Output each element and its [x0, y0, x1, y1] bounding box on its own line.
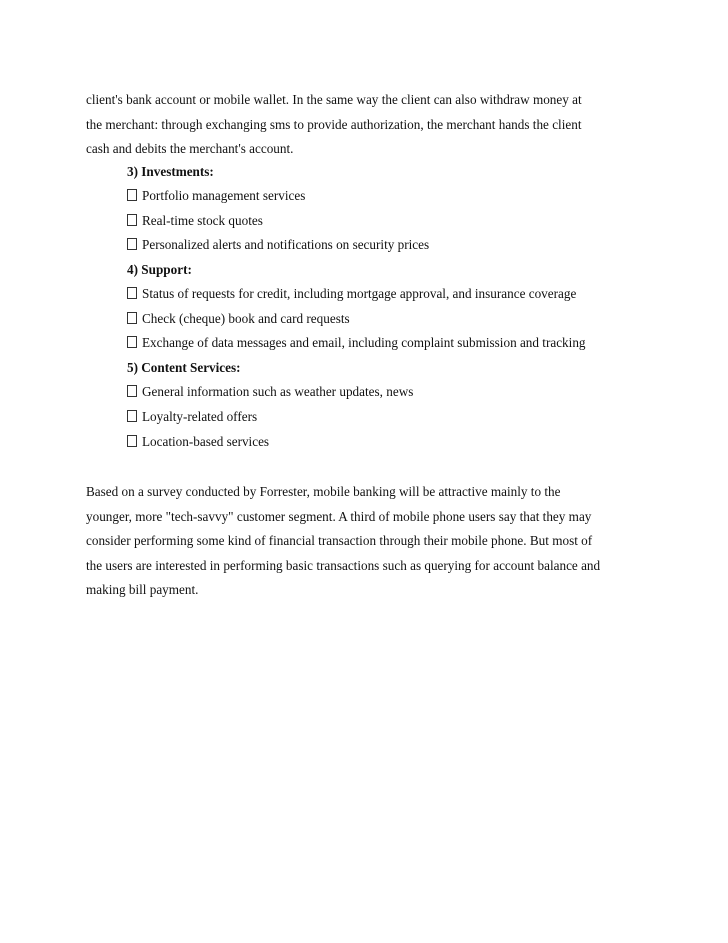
- closing-line: younger, more "tech-savvy" customer segment. A third of mobile phone users say that they may: [86, 508, 592, 524]
- checkbox-glyph-icon: [127, 312, 137, 324]
- checkbox-glyph-icon: [127, 435, 137, 447]
- intro-line: client's bank account or mobile wallet. In the same way the client can also withdraw money at: [86, 92, 582, 107]
- list-item-label: Location-based services: [142, 434, 270, 449]
- checkbox-glyph-icon: [127, 189, 137, 201]
- section-heading-content-services: 5) Content Services:: [127, 360, 241, 375]
- list-item: [127, 311, 350, 327]
- closing-paragraph: [86, 480, 646, 603]
- intro-line: the merchant: through exchanging sms to provide authorization, the merchant hands the client: [86, 116, 582, 132]
- list-item-label: Loyalty-related offers: [142, 409, 258, 424]
- closing-line: making bill payment.: [86, 582, 199, 597]
- intro-line: cash and debits the merchant's account.: [86, 141, 294, 156]
- list-item-label: Status of requests for credit, including mortgage approval, and insurance coverage: [142, 286, 577, 301]
- section-heading-investments: 3) Investments:: [127, 164, 214, 179]
- checkbox-glyph-icon: [127, 336, 137, 348]
- checkbox-glyph-icon: [127, 238, 137, 250]
- list-item: [127, 286, 576, 302]
- intro-paragraph: [86, 88, 646, 162]
- checkbox-glyph-icon: [127, 385, 137, 397]
- list-item: [127, 409, 257, 425]
- list-item-label: Real-time stock quotes: [142, 213, 263, 228]
- checkbox-glyph-icon: [127, 410, 137, 422]
- closing-line: Based on a survey conducted by Forrester, mobile banking will be attractive mainly to the: [86, 484, 561, 499]
- checkbox-glyph-icon: [127, 287, 137, 299]
- checkbox-glyph-icon: [127, 214, 137, 226]
- list-item: [127, 237, 429, 253]
- section-heading-support: 4) Support:: [127, 262, 192, 277]
- list-item: [127, 335, 586, 351]
- list-item-label: Personalized alerts and notifications on security prices: [142, 237, 430, 252]
- list-item-label: Exchange of data messages and email, including complaint submission and tracking: [142, 335, 586, 350]
- list-item: [127, 384, 413, 400]
- list-item-label: Portfolio management services: [142, 188, 306, 203]
- list-item-label: General information such as weather updates, news: [142, 384, 414, 399]
- list-item-label: Check (cheque) book and card requests: [142, 311, 350, 326]
- closing-line: consider performing some kind of financial transaction through their mobile phone. But most of: [86, 533, 593, 548]
- list-item: [127, 188, 305, 204]
- list-item: [127, 434, 269, 450]
- list-item: [127, 213, 263, 229]
- closing-line: the users are interested in performing basic transactions such as querying for account balance and: [86, 557, 601, 573]
